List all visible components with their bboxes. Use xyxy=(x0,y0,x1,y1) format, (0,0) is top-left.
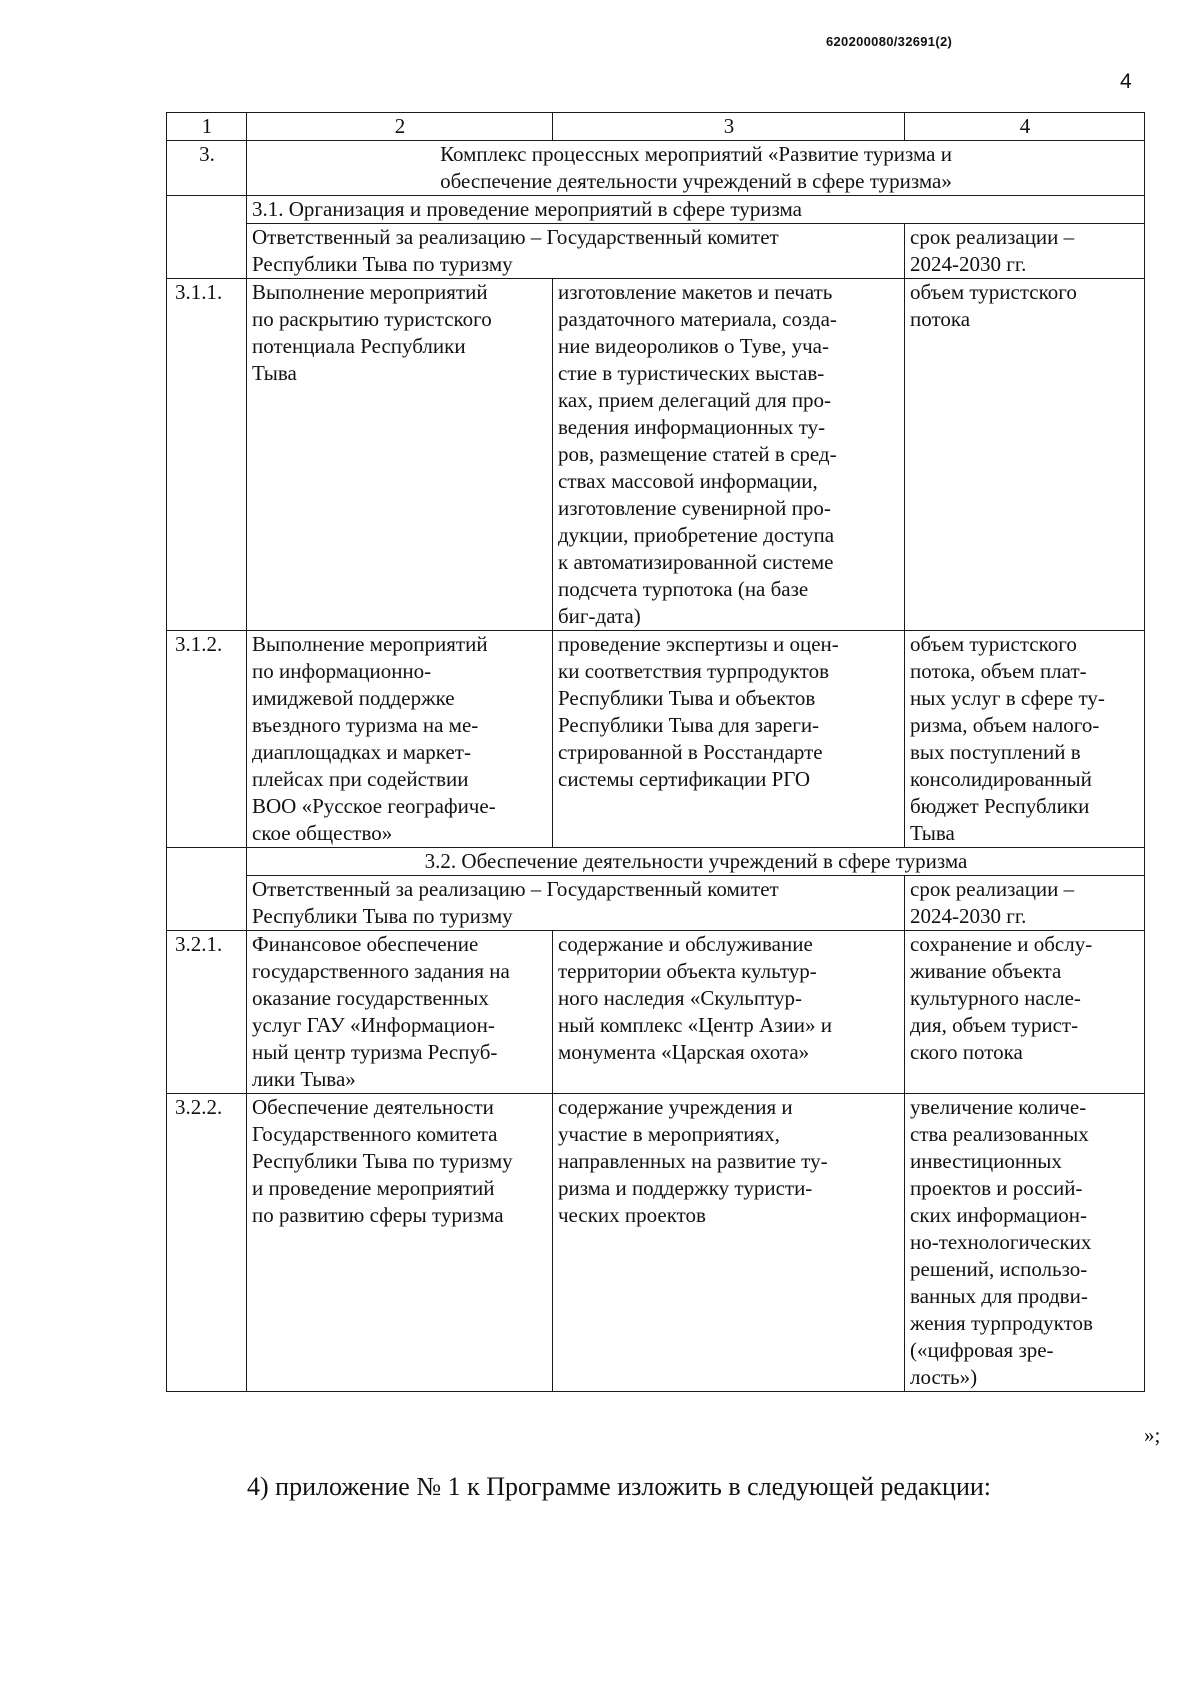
column-header-1: 1 xyxy=(167,113,247,141)
empty-cell xyxy=(167,224,247,279)
task-cell: Финансовое обеспечение государственного задания на оказание государственных услуг ГАУ «Информацион- ный центр туризма Респуб- лики Тыва» xyxy=(247,931,553,1094)
column-header-3: 3 xyxy=(553,113,905,141)
table-row xyxy=(167,931,1145,1094)
description-cell: содержание и обслуживание территории объекта культур- ного наследия «Скульптур- ный комплекс «Центр Азии» и монумента «Царская охота» xyxy=(553,931,905,1094)
row-number: 3.1.1. xyxy=(167,279,247,631)
result-cell: увеличение количе- ства реализованных инвестиционных проектов и россий- ских информацион- но-технологических решений, использо- ванных для продви- жения турпродуктов («цифровая зре- лость») xyxy=(905,1094,1145,1392)
column-header-4: 4 xyxy=(905,113,1145,141)
table-row xyxy=(167,631,1145,848)
row-number: 3.1.2. xyxy=(167,631,247,848)
task-cell: Обеспечение деятельности Государственного комитета Республики Тыва по туризму и проведение мероприятий по развитию сферы туризма xyxy=(247,1094,553,1392)
section-32-title: 3.2. Обеспечение деятельности учреждений в сфере туризма xyxy=(247,848,1145,876)
closing-quote-mark: »; xyxy=(1144,1423,1161,1447)
complex-number: 3. xyxy=(167,141,247,196)
row-number: 3.2.1. xyxy=(167,931,247,1094)
description-cell: содержание учреждения и участие в мероприятиях, направленных на развитие ту- ризма и поддержку туристи- ческих проектов xyxy=(553,1094,905,1392)
row-number: 3.2.2. xyxy=(167,1094,247,1392)
empty-cell xyxy=(167,196,247,224)
empty-cell xyxy=(167,876,247,931)
page-number: 4 xyxy=(1120,70,1132,93)
empty-cell xyxy=(167,848,247,876)
column-header-2: 2 xyxy=(247,113,553,141)
description-cell: проведение экспертизы и оцен- ки соответствия турпродуктов Республики Тыва и объектов Республики Тыва для зареги- стрированной в Росстандарте системы сертификации РГО xyxy=(553,631,905,848)
section-31-responsible-row xyxy=(167,224,1145,279)
result-cell: сохранение и обслу- живание объекта культурного насле- дия, объем турист- ского потока xyxy=(905,931,1145,1094)
section-31-title-row xyxy=(167,196,1145,224)
complex-row xyxy=(167,141,1145,196)
table-header-row xyxy=(167,113,1145,141)
section-32-title-row xyxy=(167,848,1145,876)
amendment-paragraph: 4) приложение № 1 к Программе изложить в следующей редакции: xyxy=(247,1472,991,1501)
section-31-term: срок реализации – 2024-2030 гг. xyxy=(905,224,1145,279)
complex-title: Комплекс процессных мероприятий «Развитие туризма и обеспечение деятельности учреждений в сфере туризма» xyxy=(247,141,1145,196)
section-32-responsible-row xyxy=(167,876,1145,931)
result-cell: объем туристского потока xyxy=(905,279,1145,631)
task-cell: Выполнение мероприятий по информационно- имиджевой поддержке въездного туризма на ме- диаплощадках и маркет- плейсах при содействии ВОО «Русское географиче- ское общество» xyxy=(247,631,553,848)
table-row xyxy=(167,1094,1145,1392)
table-row xyxy=(167,279,1145,631)
document-id: 620200080/32691(2) xyxy=(826,34,953,49)
description-cell: изготовление макетов и печать раздаточного материала, созда- ние видеороликов о Туве, уча- стие в туристических выстав- ках, прием делегаций для про- ведения информационных ту- ров, размещение статей в сред- ствах массовой информации, изготовление сувенирной про- дукции, приобретение доступа к автоматизированной системе подсчета турпотока (на базе биг-дата) xyxy=(553,279,905,631)
section-31-responsible: Ответственный за реализацию – Государственный комитет Республики Тыва по туризму xyxy=(247,224,905,279)
section-32-term: срок реализации – 2024-2030 гг. xyxy=(905,876,1145,931)
section-31-title: 3.1. Организация и проведение мероприятий в сфере туризма xyxy=(247,196,1145,224)
task-cell: Выполнение мероприятий по раскрытию туристского потенциала Республики Тыва xyxy=(247,279,553,631)
program-table xyxy=(166,112,1145,1392)
section-32-responsible: Ответственный за реализацию – Государственный комитет Республики Тыва по туризму xyxy=(247,876,905,931)
result-cell: объем туристского потока, объем плат- ных услуг в сфере ту- ризма, объем налого- вых поступлений в консолидированный бюджет Республики Тыва xyxy=(905,631,1145,848)
